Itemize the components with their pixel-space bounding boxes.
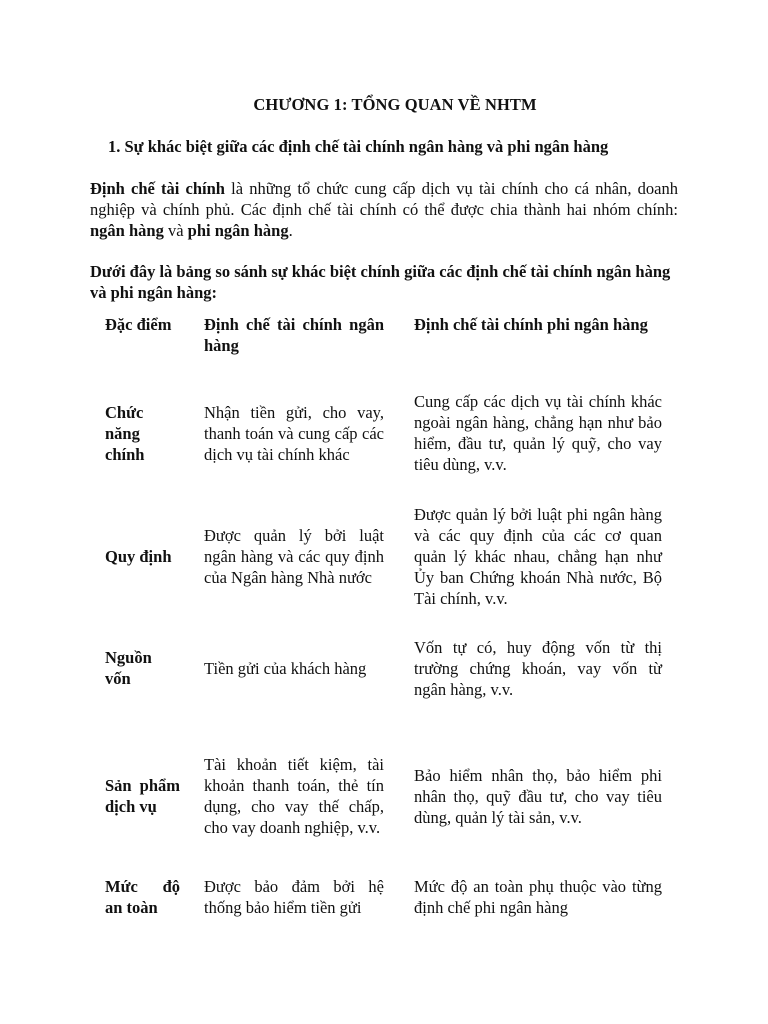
row-bank: Tiền gửi của khách hàng — [204, 658, 367, 678]
table-row — [90, 374, 678, 492]
table-row — [90, 716, 678, 876]
header-feature: Đặc điểm — [105, 315, 172, 334]
row-bank: Tài khoản tiết kiệm, tài khoản thanh toán, thẻ tín dụng, cho vay thế chấp, cho vay doanh nghiệp, v.v. — [204, 755, 384, 837]
table-row — [90, 876, 678, 936]
row-bank: Nhận tiền gửi, cho vay, thanh toán và cung cấp các dịch vụ tài chính khác — [204, 402, 384, 464]
row-feature: Quy định — [105, 546, 172, 566]
intro-text-and: và — [163, 221, 188, 240]
comparison-lead: Dưới đây là bảng so sánh sự khác biệt chính giữa các định chế tài chính ngân hàng và phi ngân hàng: — [90, 262, 671, 302]
section-heading: 1. Sự khác biệt giữa các định chế tài chính ngân hàng và phi ngân hàng — [108, 137, 609, 156]
chapter-title: CHƯƠNG 1: TỔNG QUAN VỀ NHTM — [253, 95, 537, 114]
row-nonbank: Bảo hiểm nhân thọ, bảo hiểm phi nhân thọ, quỹ đầu tư, cho vay tiêu dùng, quản lý tài sản, v.v. — [414, 765, 662, 827]
comparison-table — [90, 314, 678, 936]
intro-bold-nonbank: phi ngân hàng — [187, 221, 289, 240]
row-feature: Nguồn vốn — [105, 648, 152, 688]
intro-text-end: . — [288, 221, 293, 240]
row-bank: Được bảo đảm bởi hệ thống bảo hiểm tiền gửi — [204, 877, 384, 917]
row-nonbank: Cung cấp các dịch vụ tài chính khác ngoài ngân hàng, chẳng hạn như bảo hiểm, đầu tư, quản lý quỹ, cho vay tiêu dùng, v.v. — [414, 392, 662, 474]
intro-bold-bank: ngân hàng — [90, 221, 164, 240]
intro-term: Định chế tài chính — [90, 179, 225, 198]
table-row — [90, 492, 678, 620]
row-nonbank: Vốn tự có, huy động vốn từ thị trường chứng khoán, vay vốn từ ngân hàng, v.v. — [414, 637, 662, 699]
header-nonbank: Định chế tài chính phi ngân hàng — [414, 315, 648, 334]
intro-paragraph — [90, 178, 678, 241]
row-feature: Mức độ an toàn — [105, 877, 180, 917]
row-feature: Chức năng chính — [105, 402, 145, 464]
intro-text-1: là những tổ chức cung cấp dịch vụ tài chính cho cá nhân, doanh nghiệp và chính phủ. Các định chế tài chính có thể được chia thành hai nhóm chính: — [90, 179, 678, 219]
header-bank: Định chế tài chính ngân hàng — [204, 315, 384, 355]
table-row — [90, 620, 678, 716]
table-header-row — [90, 314, 678, 374]
row-feature: Sản phẩm dịch vụ — [105, 776, 180, 816]
row-nonbank: Được quản lý bởi luật phi ngân hàng và các quy định của các cơ quan quản lý khác nhau, chẳng hạn như Ủy ban Chứng khoán Nhà nước, Bộ Tài chính, v.v. — [414, 504, 662, 608]
row-bank: Được quản lý bởi luật ngân hàng và các quy định của Ngân hàng Nhà nước — [204, 525, 384, 587]
row-nonbank: Mức độ an toàn phụ thuộc vào từng định chế phi ngân hàng — [414, 877, 662, 917]
